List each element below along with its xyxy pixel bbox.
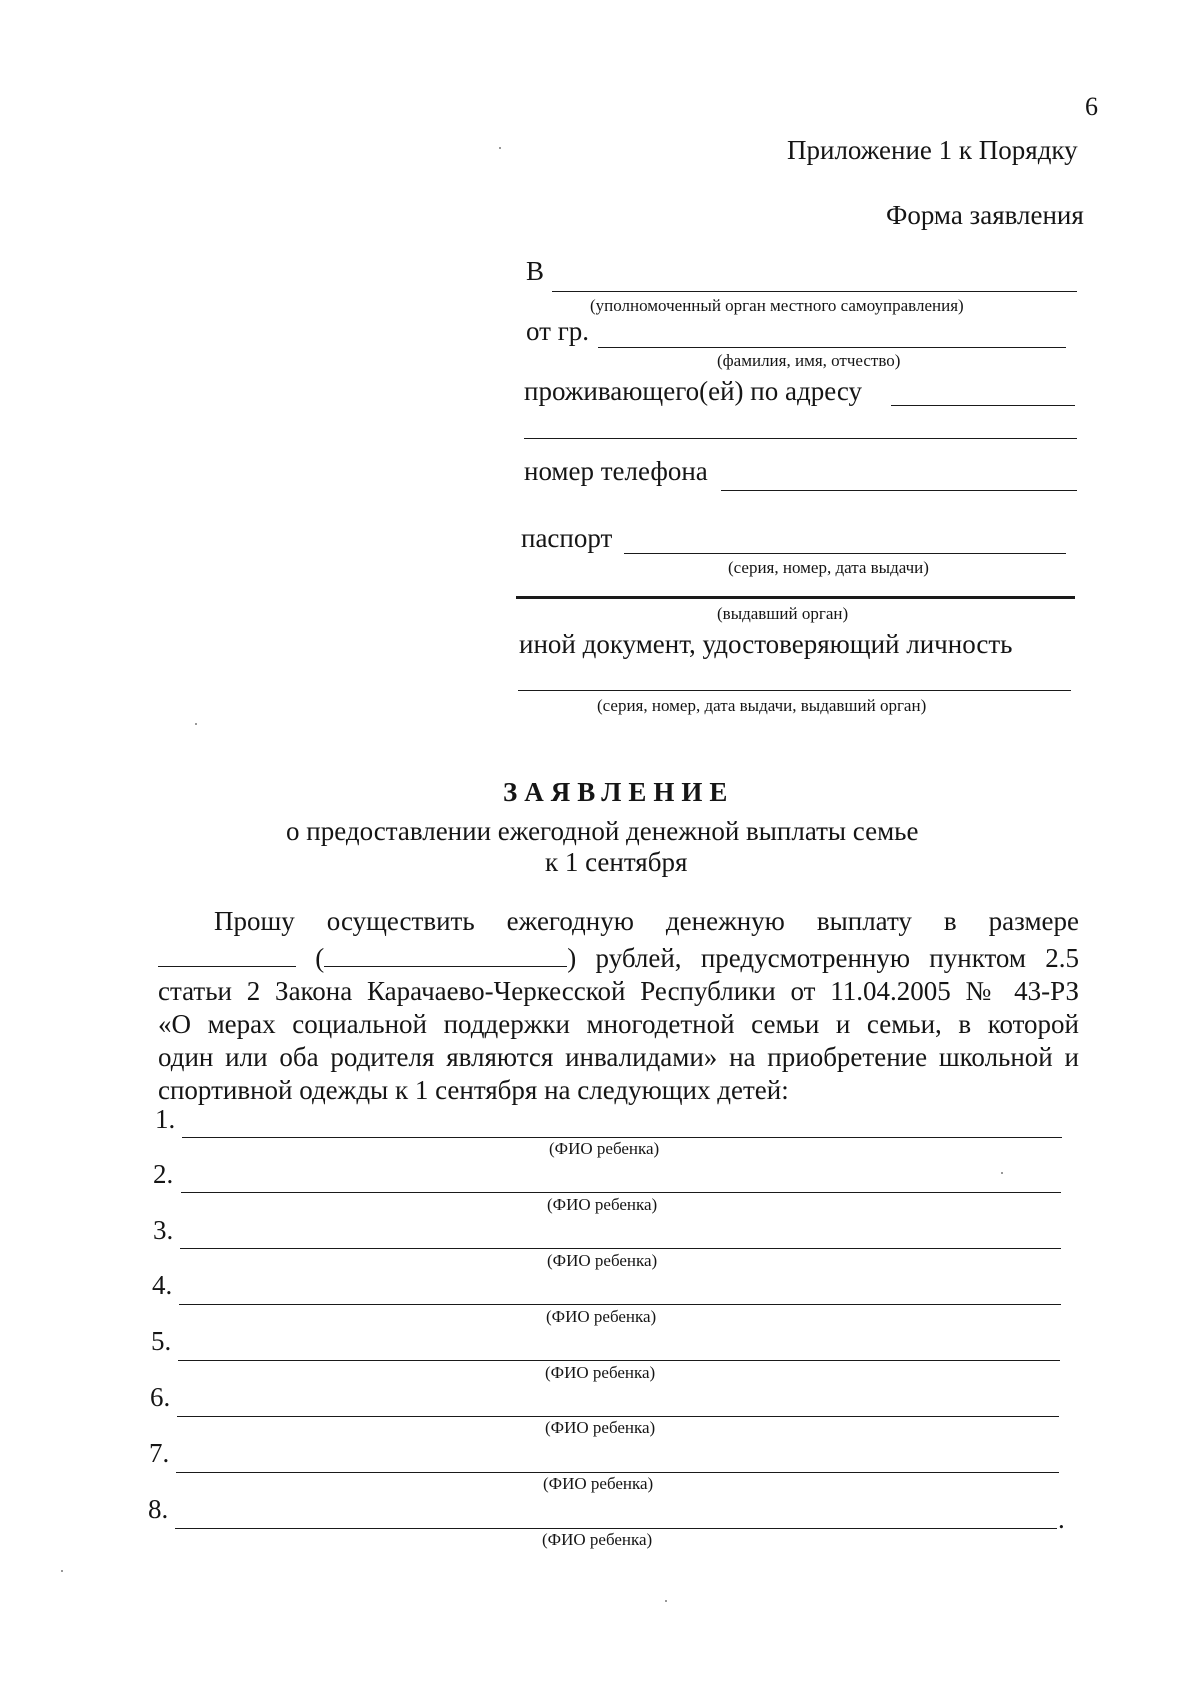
to-caption: (уполномоченный орган местного самоуправления) (590, 296, 964, 315)
document-subtitle-1: о предоставлении ежегодной денежной выплаты семье (286, 816, 919, 846)
page-number: 6 (1085, 92, 1098, 121)
from-field-line[interactable] (598, 347, 1066, 348)
body-line-4-text: «О мерах социальной поддержки многодетной семьи и семьи, в которой (158, 1009, 1079, 1039)
body-line-6-text: спортивной одежды к 1 сентября на следующих детей: (158, 1075, 789, 1105)
from-caption: (фамилия, имя, отчество) (717, 351, 901, 370)
from-prefix: от гр. (526, 316, 590, 346)
document-heading: ЗАЯВЛЕНИЕ (503, 777, 735, 807)
child-caption: (ФИО ребенка) (547, 1195, 658, 1214)
form-title: Форма заявления (886, 200, 1084, 230)
child-caption: (ФИО ребенка) (546, 1307, 657, 1326)
child-caption: (ФИО ребенка) (549, 1139, 660, 1158)
body-line-1 (214, 908, 1079, 935)
scan-speck (665, 1600, 667, 1602)
child-name-field[interactable] (178, 1360, 1060, 1361)
child-caption: (ФИО ребенка) (547, 1251, 658, 1270)
address-field-line-1[interactable] (891, 405, 1075, 406)
child-number: 1. (155, 1104, 176, 1134)
amount-words-field[interactable] (324, 946, 567, 967)
child-number: 2. (153, 1159, 174, 1189)
to-field-line[interactable] (552, 291, 1077, 292)
child-name-field[interactable] (179, 1304, 1061, 1305)
scan-speck (1001, 1172, 1003, 1174)
body-line-3-text: статьи 2 Закона Карачаево-Черкесской Республики от 11.04.2005 № 43-РЗ (158, 976, 1079, 1006)
child-number: 5. (151, 1326, 172, 1356)
child-number: 4. (152, 1270, 173, 1300)
child-name-field[interactable] (175, 1528, 1057, 1529)
phone-field-line[interactable] (721, 490, 1077, 491)
child-name-field[interactable] (181, 1192, 1061, 1193)
child-number: 3. (153, 1215, 174, 1245)
child-caption: (ФИО ребенка) (543, 1474, 654, 1493)
passport-field-line[interactable] (624, 553, 1066, 554)
child-caption: (ФИО ребенка) (542, 1530, 653, 1549)
body-line-2-text: ) рублей, предусмотренную пунктом 2.5 (567, 943, 1080, 973)
issuer-field-line[interactable] (516, 596, 1075, 599)
scan-speck (499, 147, 501, 149)
other-doc-label: иной документ, удостоверяющий личность (519, 629, 1013, 659)
child-name-field[interactable] (180, 1248, 1061, 1249)
body-line-2 (158, 945, 1079, 972)
final-period: . (1058, 1504, 1065, 1534)
passport-label: паспорт (521, 523, 613, 553)
body-line-4 (158, 1011, 1079, 1038)
open-paren: ( (315, 943, 325, 973)
issuer-caption: (выдавший орган) (717, 604, 849, 623)
child-name-field[interactable] (177, 1416, 1059, 1417)
child-caption: (ФИО ребенка) (545, 1418, 656, 1437)
child-number: 8. (148, 1494, 169, 1524)
appendix-label: Приложение 1 к Порядку (787, 135, 1078, 165)
child-number: 6. (150, 1382, 171, 1412)
child-name-field[interactable] (176, 1472, 1059, 1473)
child-name-field[interactable] (182, 1137, 1062, 1138)
other-doc-field-line[interactable] (518, 690, 1071, 691)
body-line-3 (158, 978, 1079, 1005)
passport-caption: (серия, номер, дата выдачи) (728, 558, 929, 577)
body-line-1-text: Прошу осуществить ежегодную денежную выплату в размере (214, 906, 1079, 936)
body-line-5 (158, 1044, 1079, 1071)
child-number: 7. (149, 1438, 170, 1468)
other-doc-caption: (серия, номер, дата выдачи, выдавший орган) (597, 696, 927, 715)
scan-speck (61, 1570, 63, 1572)
scan-speck (195, 723, 197, 725)
address-label: проживающего(ей) по адресу (524, 376, 862, 406)
body-line-5-text: один или оба родителя являются инвалидами» на приобретение школьной и (158, 1042, 1079, 1072)
body-line-6 (158, 1077, 1079, 1104)
phone-label: номер телефона (524, 456, 708, 486)
amount-number-field[interactable] (158, 946, 296, 967)
child-caption: (ФИО ребенка) (545, 1363, 656, 1382)
document-subtitle-2: к 1 сентября (545, 847, 688, 877)
address-field-line-2[interactable] (524, 438, 1077, 439)
to-prefix: В (526, 256, 545, 286)
